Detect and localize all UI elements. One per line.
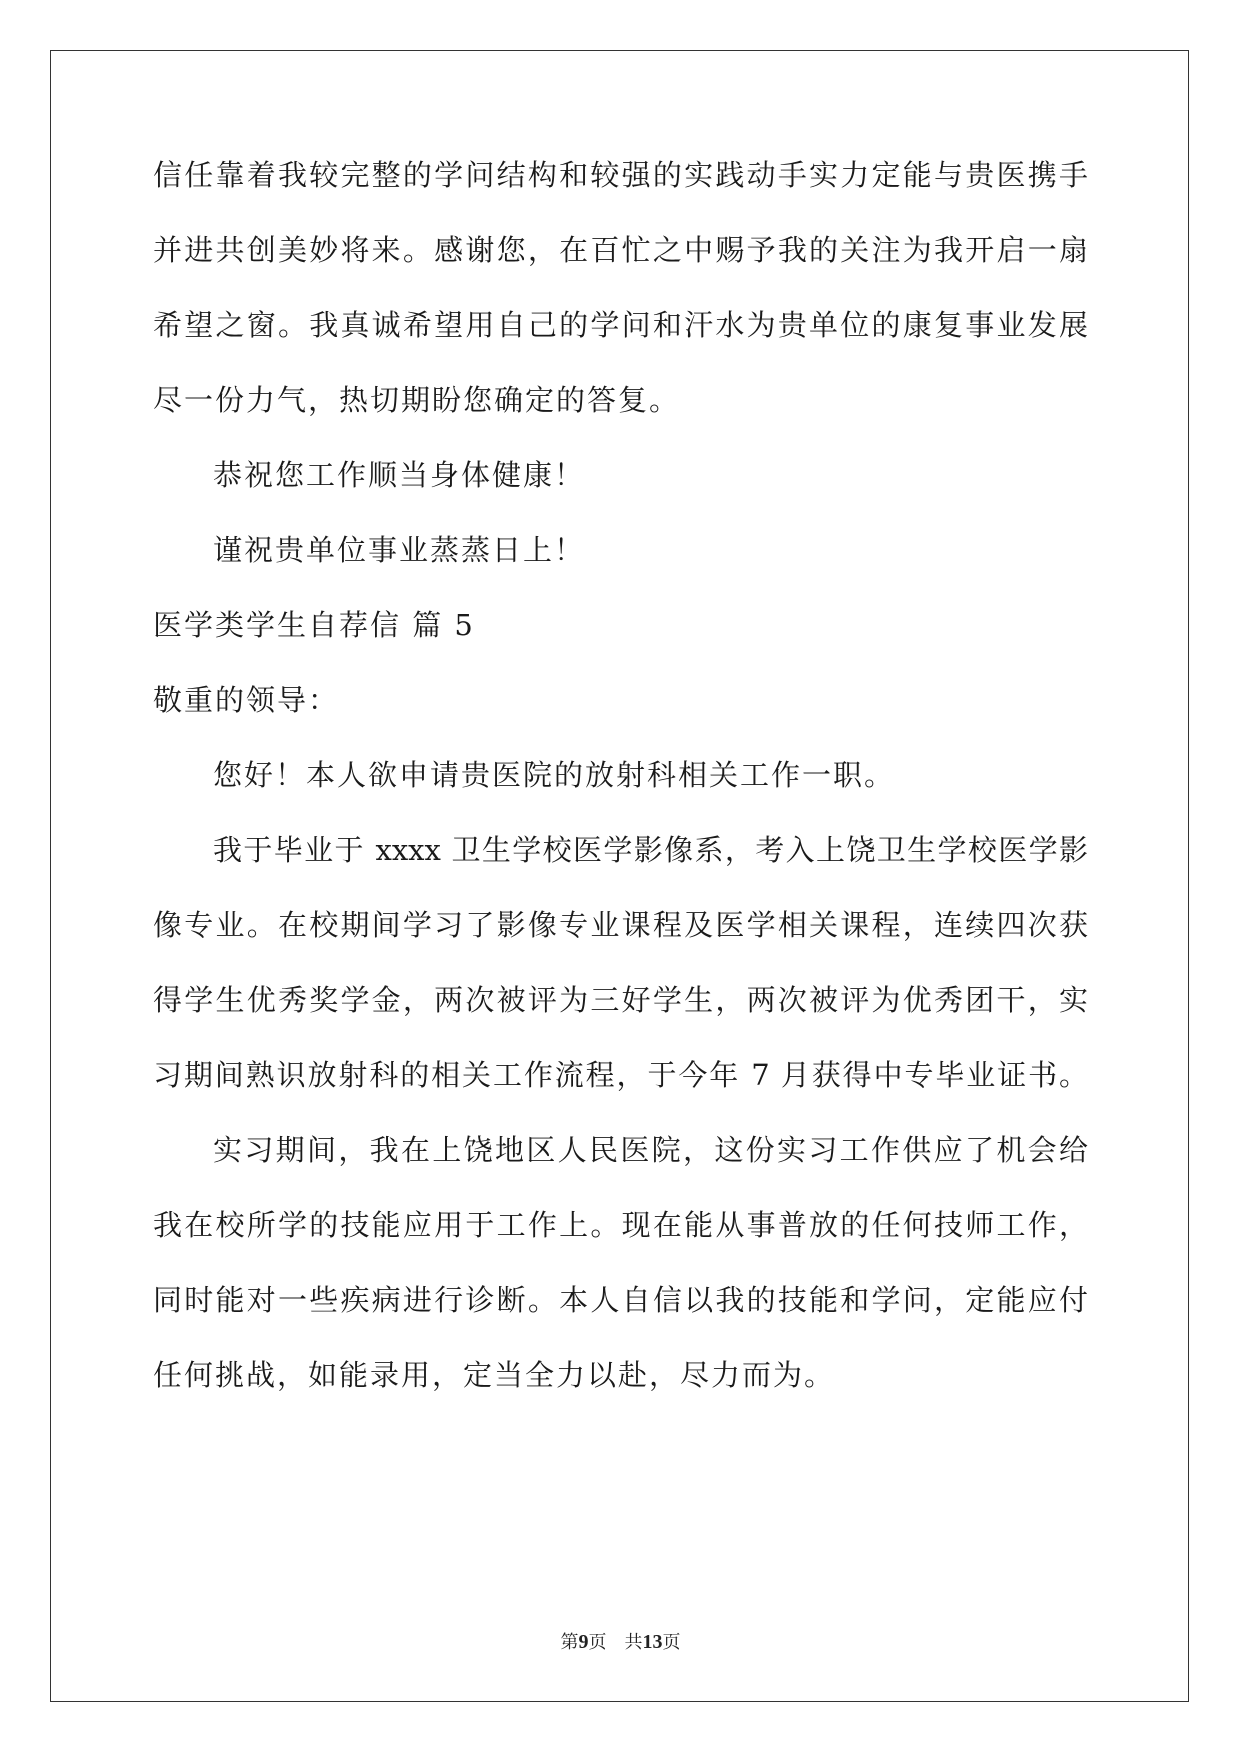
closing-wish-1: 恭祝您工作顺当身体健康！ xyxy=(213,458,586,492)
text-line-12: 得学生优秀奖学金，两次被评为三好学生，两次被评为优秀团干，实 xyxy=(153,983,1088,1017)
text-line-3: 希望之窗。我真诚希望用自己的学问和汗水为贵单位的康复事业发展 xyxy=(153,308,1088,342)
text-line-17: 任何挑战，如能录用，定当全力以赴，尽力而为。 xyxy=(153,1358,836,1392)
greeting-line: 您好！本人欲申请贵医院的放射科相关工作一职。 xyxy=(213,758,896,792)
text-line-11: 像专业。在校期间学习了影像专业课程及医学相关课程，连续四次获 xyxy=(153,908,1088,942)
page-mid: 页 共 xyxy=(588,1632,643,1653)
page-prefix: 第 xyxy=(560,1632,579,1653)
page-footer xyxy=(0,1628,1241,1654)
page-suffix: 页 xyxy=(662,1632,681,1653)
page-current: 9 xyxy=(578,1631,589,1653)
text-line-2: 并进共创美妙将来。感谢您，在百忙之中赐予我的关注为我开启一扇 xyxy=(153,233,1088,267)
salutation: 敬重的领导： xyxy=(153,683,340,717)
page-total: 13 xyxy=(642,1631,663,1653)
text-line-15: 我在校所学的技能应用于工作上。现在能从事普放的任何技师工作， xyxy=(153,1208,1088,1242)
text-line-1: 信任靠着我较完整的学问结构和较强的实践动手实力定能与贵医携手 xyxy=(153,158,1088,192)
text-line-14: 实习期间，我在上饶地区人民医院，这份实习工作供应了机会给 xyxy=(213,1133,1088,1167)
text-line-13: 习期间熟识放射科的相关工作流程，于今年 7 月获得中专毕业证书。 xyxy=(153,1058,1088,1092)
text-line-16: 同时能对一些疾病进行诊断。本人自信以我的技能和学问，定能应付 xyxy=(153,1283,1088,1317)
text-line-4: 尽一份力气，热切期盼您确定的答复。 xyxy=(153,383,681,417)
closing-wish-2: 谨祝贵单位事业蒸蒸日上！ xyxy=(213,533,586,567)
text-line-10: 我于毕业于 xxxx 卫生学校医学影像系，考入上饶卫生学校医学影 xyxy=(213,833,1088,867)
page-border xyxy=(50,50,1189,1702)
section-heading: 医学类学生自荐信 篇 5 xyxy=(153,608,475,642)
